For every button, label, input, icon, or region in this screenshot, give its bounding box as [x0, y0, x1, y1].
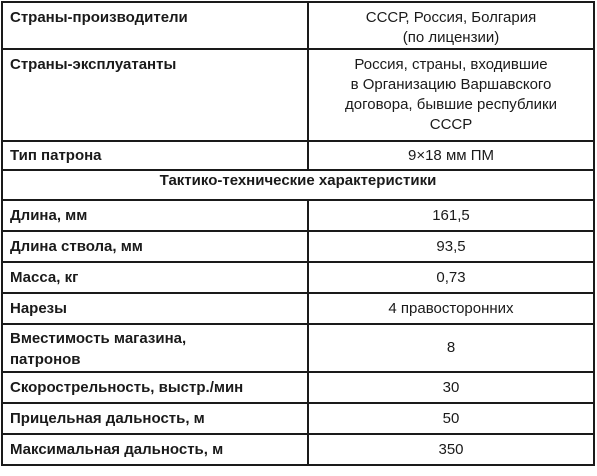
table-row — [2, 324, 594, 372]
spec-value: 0,73 — [308, 262, 594, 293]
spec-value: 350 — [308, 434, 594, 465]
row-label: Тип патрона — [2, 141, 308, 170]
spec-label: Максимальная дальность, м — [2, 434, 308, 465]
table-row — [2, 403, 594, 434]
table-row — [2, 231, 594, 262]
table-row — [2, 434, 594, 465]
spec-label: Длина, мм — [2, 200, 308, 231]
spec-value: 93,5 — [308, 231, 594, 262]
row-label: Страны-эксплуатанты — [2, 49, 308, 141]
spec-label: Длина ствола, мм — [2, 231, 308, 262]
spec-value: 161,5 — [308, 200, 594, 231]
spec-label: Масса, кг — [2, 262, 308, 293]
table-row — [2, 262, 594, 293]
table-row — [2, 200, 594, 231]
row-value: 9×18 мм ПМ — [308, 141, 594, 170]
specs-table — [1, 1, 595, 466]
spec-value: 4 правосторонних — [308, 293, 594, 324]
spec-value: 8 — [308, 324, 594, 372]
table-row — [2, 372, 594, 403]
row-value: Россия, страны, входившие в Организацию Варшавского договора, бывшие республики СССР — [308, 49, 594, 141]
spec-label: Прицельная дальность, м — [2, 403, 308, 434]
spec-value: 30 — [308, 372, 594, 403]
table-row — [2, 2, 594, 49]
table-row — [2, 141, 594, 170]
table-row — [2, 49, 594, 141]
spec-label: Скорострельность, выстр./мин — [2, 372, 308, 403]
spec-value: 50 — [308, 403, 594, 434]
spec-label: Нарезы — [2, 293, 308, 324]
spec-label: Вместимость магазина, патронов — [2, 324, 308, 372]
section-title: Тактико-технические характеристики — [2, 170, 594, 200]
row-label: Страны-производители — [2, 2, 308, 49]
section-header-row — [2, 170, 594, 200]
table-row — [2, 293, 594, 324]
row-value: СССР, Россия, Болгария (по лицензии) — [308, 2, 594, 49]
